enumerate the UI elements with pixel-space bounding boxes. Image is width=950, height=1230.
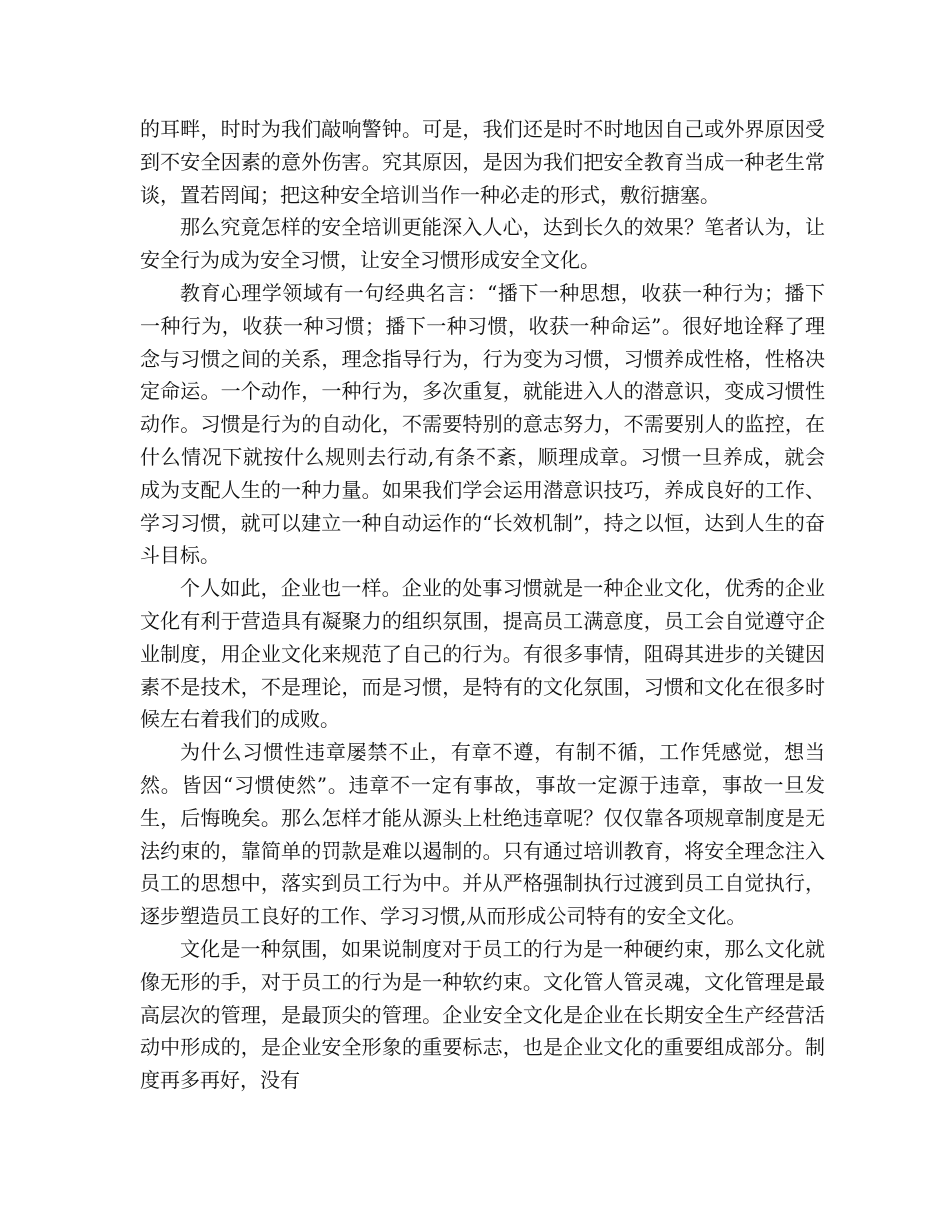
document-body: [140, 113, 825, 1097]
paragraph-5: 为什么习惯性违章屡禁不止，有章不遵，有制不循，工作凭感觉，想当然。皆因“习惯使然”。违章不一定有事故，事故一定源于违章，事故一旦发生，后悔晚矣。那么怎样才能从源头上杜绝违章呢？仅仅靠各项规章制度是无法约束的，靠简单的罚款是难以遏制的。只有通过培训教育，将安全理念注入员工的思想中，落实到员工行为中。并从严格强制执行过渡到员工自觉执行，逐步塑造员工良好的工作、学习习惯,从而形成公司特有的安全文化。: [140, 740, 825, 929]
paragraph-3: 教育心理学领域有一句经典名言：“播下一种思想，收获一种行为；播下一种行为，收获一种习惯；播下一种习惯，收获一种命运”。很好地诠释了理念与习惯之间的关系，理念指导行为，行为变为习惯，习惯养成性格，性格决定命运。一个动作，一种行为，多次重复，就能进入人的潜意识，变成习惯性动作。习惯是行为的自动化，不需要特别的意志努力，不需要别人的监控，在什么情况下就按什么规则去行动,有条不紊，顺理成章。习惯一旦养成，就会成为支配人生的一种力量。如果我们学会运用潜意识技巧，养成良好的工作、学习习惯，就可以建立一种自动运作的“长效机制”，持之以恒，达到人生的奋斗目标。: [140, 280, 825, 568]
paragraph-4: 个人如此，企业也一样。企业的处事习惯就是一种企业文化，优秀的企业文化有利于营造具有凝聚力的组织氛围，提高员工满意度，员工会自觉遵守企业制度，用企业文化来规范了自己的行为。有很多事情，阻碍其进步的关键因素不是技术，不是理论，而是习惯，是特有的文化氛围，习惯和文化在很多时候左右着我们的成败。: [140, 576, 825, 732]
paragraph-continuation: 的耳畔，时时为我们敲响警钟。可是，我们还是时不时地因自己或外界原因受到不安全因素的意外伤害。究其原因，是因为我们把安全教育当成一种老生常谈，置若罔闻；把这种安全培训当作一种必走的形式，敷衍搪塞。: [140, 117, 825, 207]
paragraph-2: 那么究竟怎样的安全培训更能深入人心，达到长久的效果？笔者认为，让安全行为成为安全习惯，让安全习惯形成安全文化。: [140, 215, 825, 273]
paragraph-6: 文化是一种氛围，如果说制度对于员工的行为是一种硬约束，那么文化就像无形的手，对于员工的行为是一种软约束。文化管人管灵魂，文化管理是最高层次的管理，是最顶尖的管理。企业安全文化是企业在长期安全生产经营活动中形成的，是企业安全形象的重要标志，也是企业文化的重要组成部分。制度再多再好，没有: [140, 936, 825, 1093]
